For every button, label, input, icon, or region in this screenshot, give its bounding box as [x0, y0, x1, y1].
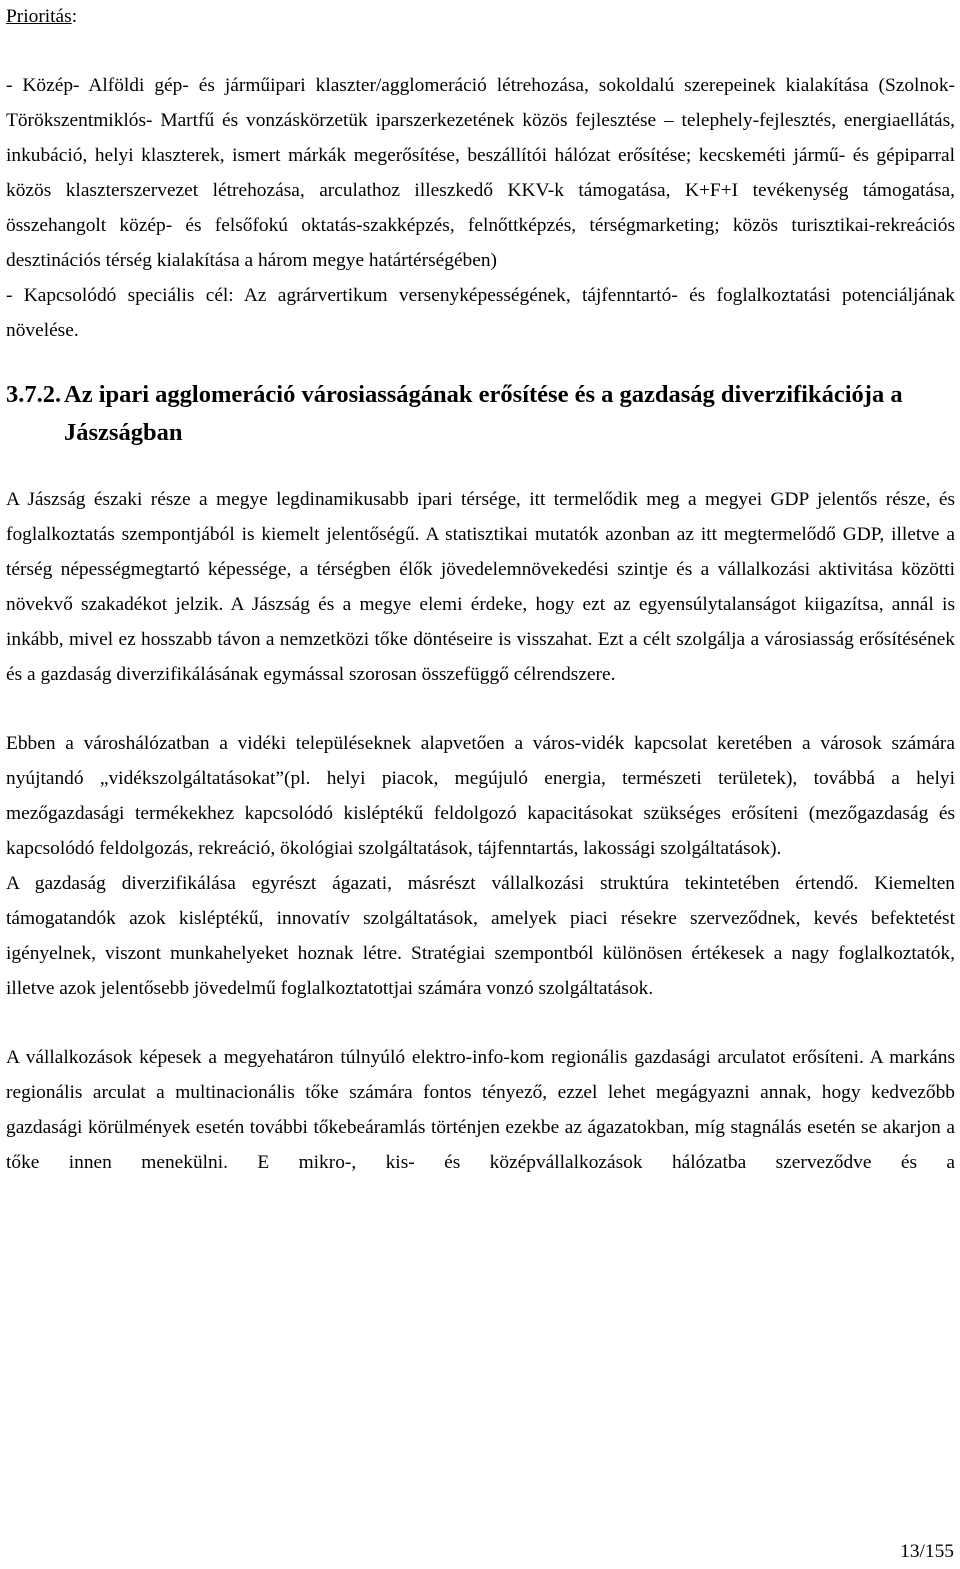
paragraph-2: Ebben a városhálózatban a vidéki településeknek alapvetően a város-vidék kapcsolat keretében a városok számára nyújtandó „vidékszolgáltatásokat”(pl. helyi piacok, megújuló energia, természeti területek), továbbá a helyi mezőgazdasági termékekhez kapcsolódó kisléptékű feldolgozó kapacitásokat szükséges erősíteni (mezőgazdaság és kapcsolódó feldolgozás, rekreáció, ökológiai szolgáltatások, tájfenntartás, lakossági szolgáltatások).	[6, 733, 955, 859]
paragraph-4: A vállalkozások képesek a megyehatáron túlnyúló elektro-info-kom regionális gazdasági arculatot erősíteni. A markáns regionális arculat a multinacionális tőke számára fontos tényező, ezzel lehet megágyazni annak, hogy kedvezőbb gazdasági körülmények esetén további tőkebeáramlás történjen ezekbe az ágazatokban, míg stagnálás esetén se akarjon a tőke innen menekülni. E mikro-, kis- és középvállalkozások hálózatba szerveződve és a	[6, 1047, 955, 1173]
paragraph-1: A Jászság északi része a megye legdinamikusabb ipari térsége, itt termelődik meg a megyei GDP jelentős része, és foglalkoztatás szempontjából is kiemelt jelentőségű. A statisztikai mutatók azonban az itt megtermelődő GDP, illetve a térség népességmegtartó képessége, a térségben élők jövedelemnövekedési szintje és a vállalkozási aktivitása közötti növekvő szakadékot jelzik. A Jászság és a megye elemi érdeke, hogy ezt az egyensúlytalanságot kiigazítsa, annál is inkább, mivel ez hosszabb távon a nemzetközi tőke döntéseire is visszahat. Ezt a célt szolgálja a városiasság erősítésének és a gazdaság diverzifikálásának egymással szorosan összefüggő célrendszere.	[6, 489, 955, 685]
spacer	[6, 348, 955, 376]
document-page	[6, 0, 955, 1180]
priority-item-2: - Kapcsolódó speciális cél: Az agrárvertikum versenyképességének, tájfenntartó- és foglalkoztatási potenciáljának növelése.	[6, 285, 955, 341]
priority-item-1: - Közép- Alföldi gép- és járműipari klaszter/agglomeráció létrehozása, sokoldalú szerepeinek kialakítása (Szolnok- Törökszentmiklós- Martfű és vonzáskörzetük iparszerkezetének közös fejlesztése – telephely-fejlesztés, energiaellátás, inkubáció, helyi klaszterek, ismert márkák megerősítése, beszállítói hálózat erősítése; kecskeméti jármű- és gépiparral közös klaszterszervezet létrehozása, arculathoz illeszkedő KKV-k támogatása, K+F+I tevékenység támogatása, összehangolt közép- és felsőfokú oktatás-szakképzés, felnőttképzés, térségmarketing; közös turisztikai-rekreációs desztinációs térség kialakítása a három megye határtérségében)	[6, 75, 955, 271]
spacer	[6, 34, 955, 68]
priority-label: Prioritás	[6, 6, 72, 27]
spacer	[6, 452, 955, 482]
priority-colon: :	[71, 6, 78, 27]
spacer	[6, 692, 955, 726]
section-title: Az ipari agglomeráció városiasságának erősítése és a gazdaság diverzifikációja a Jászságban	[64, 381, 903, 446]
page-number: 13/155	[900, 1541, 954, 1562]
paragraph-3: A gazdaság diverzifikálása egyrészt ágazati, másrészt vállalkozási struktúra tekintetében értendő. Kiemelten támogatandók azok kisléptékű, innovatív szolgáltatások, amelyek piaci résekre szerveződnek, kevés befektetést igényelnek, viszont munkahelyeket hoznak létre. Stratégiai szempontból különösen értékesek a nagy foglalkoztatók, illetve azok jelentősebb jövedelmű foglalkoztatottjai számára vonzó szolgáltatások.	[6, 873, 955, 999]
section-number: 3.7.2.	[6, 381, 62, 408]
spacer	[6, 1006, 955, 1040]
section-heading	[6, 376, 955, 452]
priority-heading	[6, 0, 955, 34]
